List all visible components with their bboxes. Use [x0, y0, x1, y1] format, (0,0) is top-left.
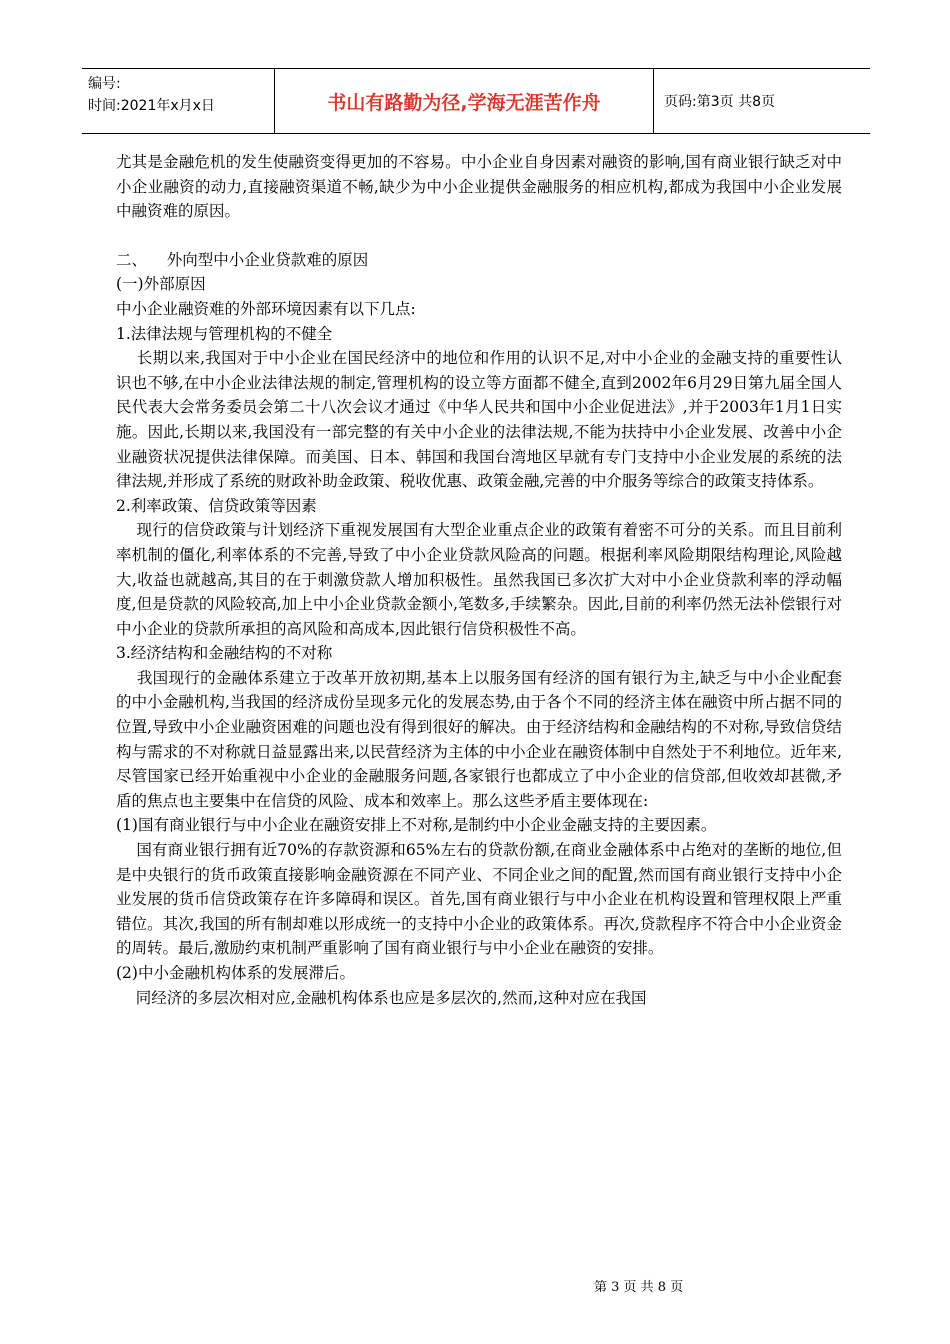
- item-heading: 1.法律法规与管理机构的不健全: [116, 324, 333, 343]
- item-heading: (2)中小金融机构体系的发展滞后。: [116, 964, 355, 982]
- document-time: 时间:2021年x月x日: [88, 98, 215, 114]
- item-heading: 3.经济结构和金融结构的不对称: [116, 644, 333, 663]
- item-heading: 2.利率政策、信贷政策等因素: [116, 496, 317, 515]
- body-paragraph: 尤其是金融危机的发生使融资变得更加的不容易。中小企业自身因素对融资的影响,国有商业银行缺乏对中小企业融资的动力,直接融资渠道不畅,缺少为中小企业提供金融服务的相应机构,都成为我国中小企业发展中融资难的原因。: [116, 153, 842, 221]
- body-paragraph: 现行的信贷政策与计划经济下重视发展国有大型企业重点企业的政策有着密不可分的关系。而且目前利率机制的僵化,利率体系的不完善,导致了中小企业贷款风险高的问题。根据利率风险期限结构理论,风险越大,收益也就越高,其目的在于刺激贷款人增加积极性。虽然我国已多次扩大对中小企业贷款利率的浮动幅度,但是贷款的风险较高,加上中小企业贷款金额小,笔数多,手续繁杂。因此,目前的利率仍然无法补偿银行对中小企业的贷款所承担的高风险和高成本,因此银行信贷积极性不高。: [116, 521, 842, 638]
- document-body: [116, 150, 842, 1010]
- header-meta: [82, 69, 275, 133]
- body-paragraph: 我国现行的金融体系建立于改革开放初期,基本上以服务国有经济的国有银行为主,缺乏与中小企业配套的中小金融机构,当我国的经济成份呈现多元化的发展态势,由于各个不同的经济主体在融资中所占据不同的位置,导致中小企业融资困难的问题也没有得到很好的解决。由于经济结构和金融结构的不对称,导致信贷结构与需求的不对称就日益显露出来,以民营经济为主体的中小企业在融资体制中自然处于不利地位。近年来,尽管国家已经开始重视中小企业的金融服务问题,各家银行也都成立了中小企业的信贷部,但收效却甚微,矛盾的焦点也主要集中在信贷的风险、成本和效率上。那么这些矛盾主要体现在:: [116, 668, 842, 810]
- body-paragraph: 中小企业融资难的外部环境因素有以下几点:: [116, 299, 416, 318]
- page-header: [82, 68, 870, 134]
- item-heading: (1)国有商业银行与中小企业在融资安排上不对称,是制约中小企业金融支持的主要因素。: [116, 816, 717, 835]
- section-heading: 二、 外向型中小企业贷款难的原因: [116, 250, 369, 269]
- blank-line: [116, 224, 842, 248]
- page-footer: 第 3 页 共 8 页: [594, 1280, 684, 1295]
- header-motto: 书山有路勤为径,学海无涯苦作舟: [275, 69, 654, 133]
- document-number: 编号:: [88, 76, 121, 92]
- body-paragraph: 国有商业银行拥有近70%的存款资源和65%左右的贷款份额,在商业金融体系中占绝对的垄断的地位,但是中央银行的货币政策直接影响金融资源在不同产业、不同企业之间的配置,然而国有商业银行支持中小企业发展的货币信贷政策存在许多障碍和误区。首先,国有商业银行与中小企业在机构设置和管理权限上严重错位。其次,我国的所有制却难以形成统一的支持中小企业的政策体系。再次,贷款程序不符合中小企业资金的周转。最后,激励约束机制严重影响了国有商业银行与中小企业在融资的安排。: [116, 841, 842, 958]
- body-paragraph: 同经济的多层次相对应,金融机构体系也应是多层次的,然而,这种对应在我国: [116, 988, 647, 1007]
- body-paragraph: 长期以来,我国对于中小企业在国民经济中的地位和作用的认识不足,对中小企业的金融支持的重要性认识也不够,在中小企业法律法规的制定,管理机构的设立等方面都不健全,直到2002年6月29日第九届全国人民代表大会常务委员会第二十八次会议才通过《中华人民共和国中小企业促进法》,并于2003年1月1日实施。因此,长期以来,我国没有一部完整的有关中小企业的法律法规,不能为扶持中小企业发展、改善中小企业融资状况提供法律保障。而美国、日本、韩国和我国台湾地区早就有专门支持中小企业发展的系统的法律法规,并形成了系统的财政补助金政策、税收优惠、政策金融,完善的中介服务等综合的政策支持体系。: [116, 349, 842, 491]
- subsection-heading: (一)外部原因: [116, 275, 206, 294]
- header-page-number: 页码:第3页 共8页: [664, 94, 775, 110]
